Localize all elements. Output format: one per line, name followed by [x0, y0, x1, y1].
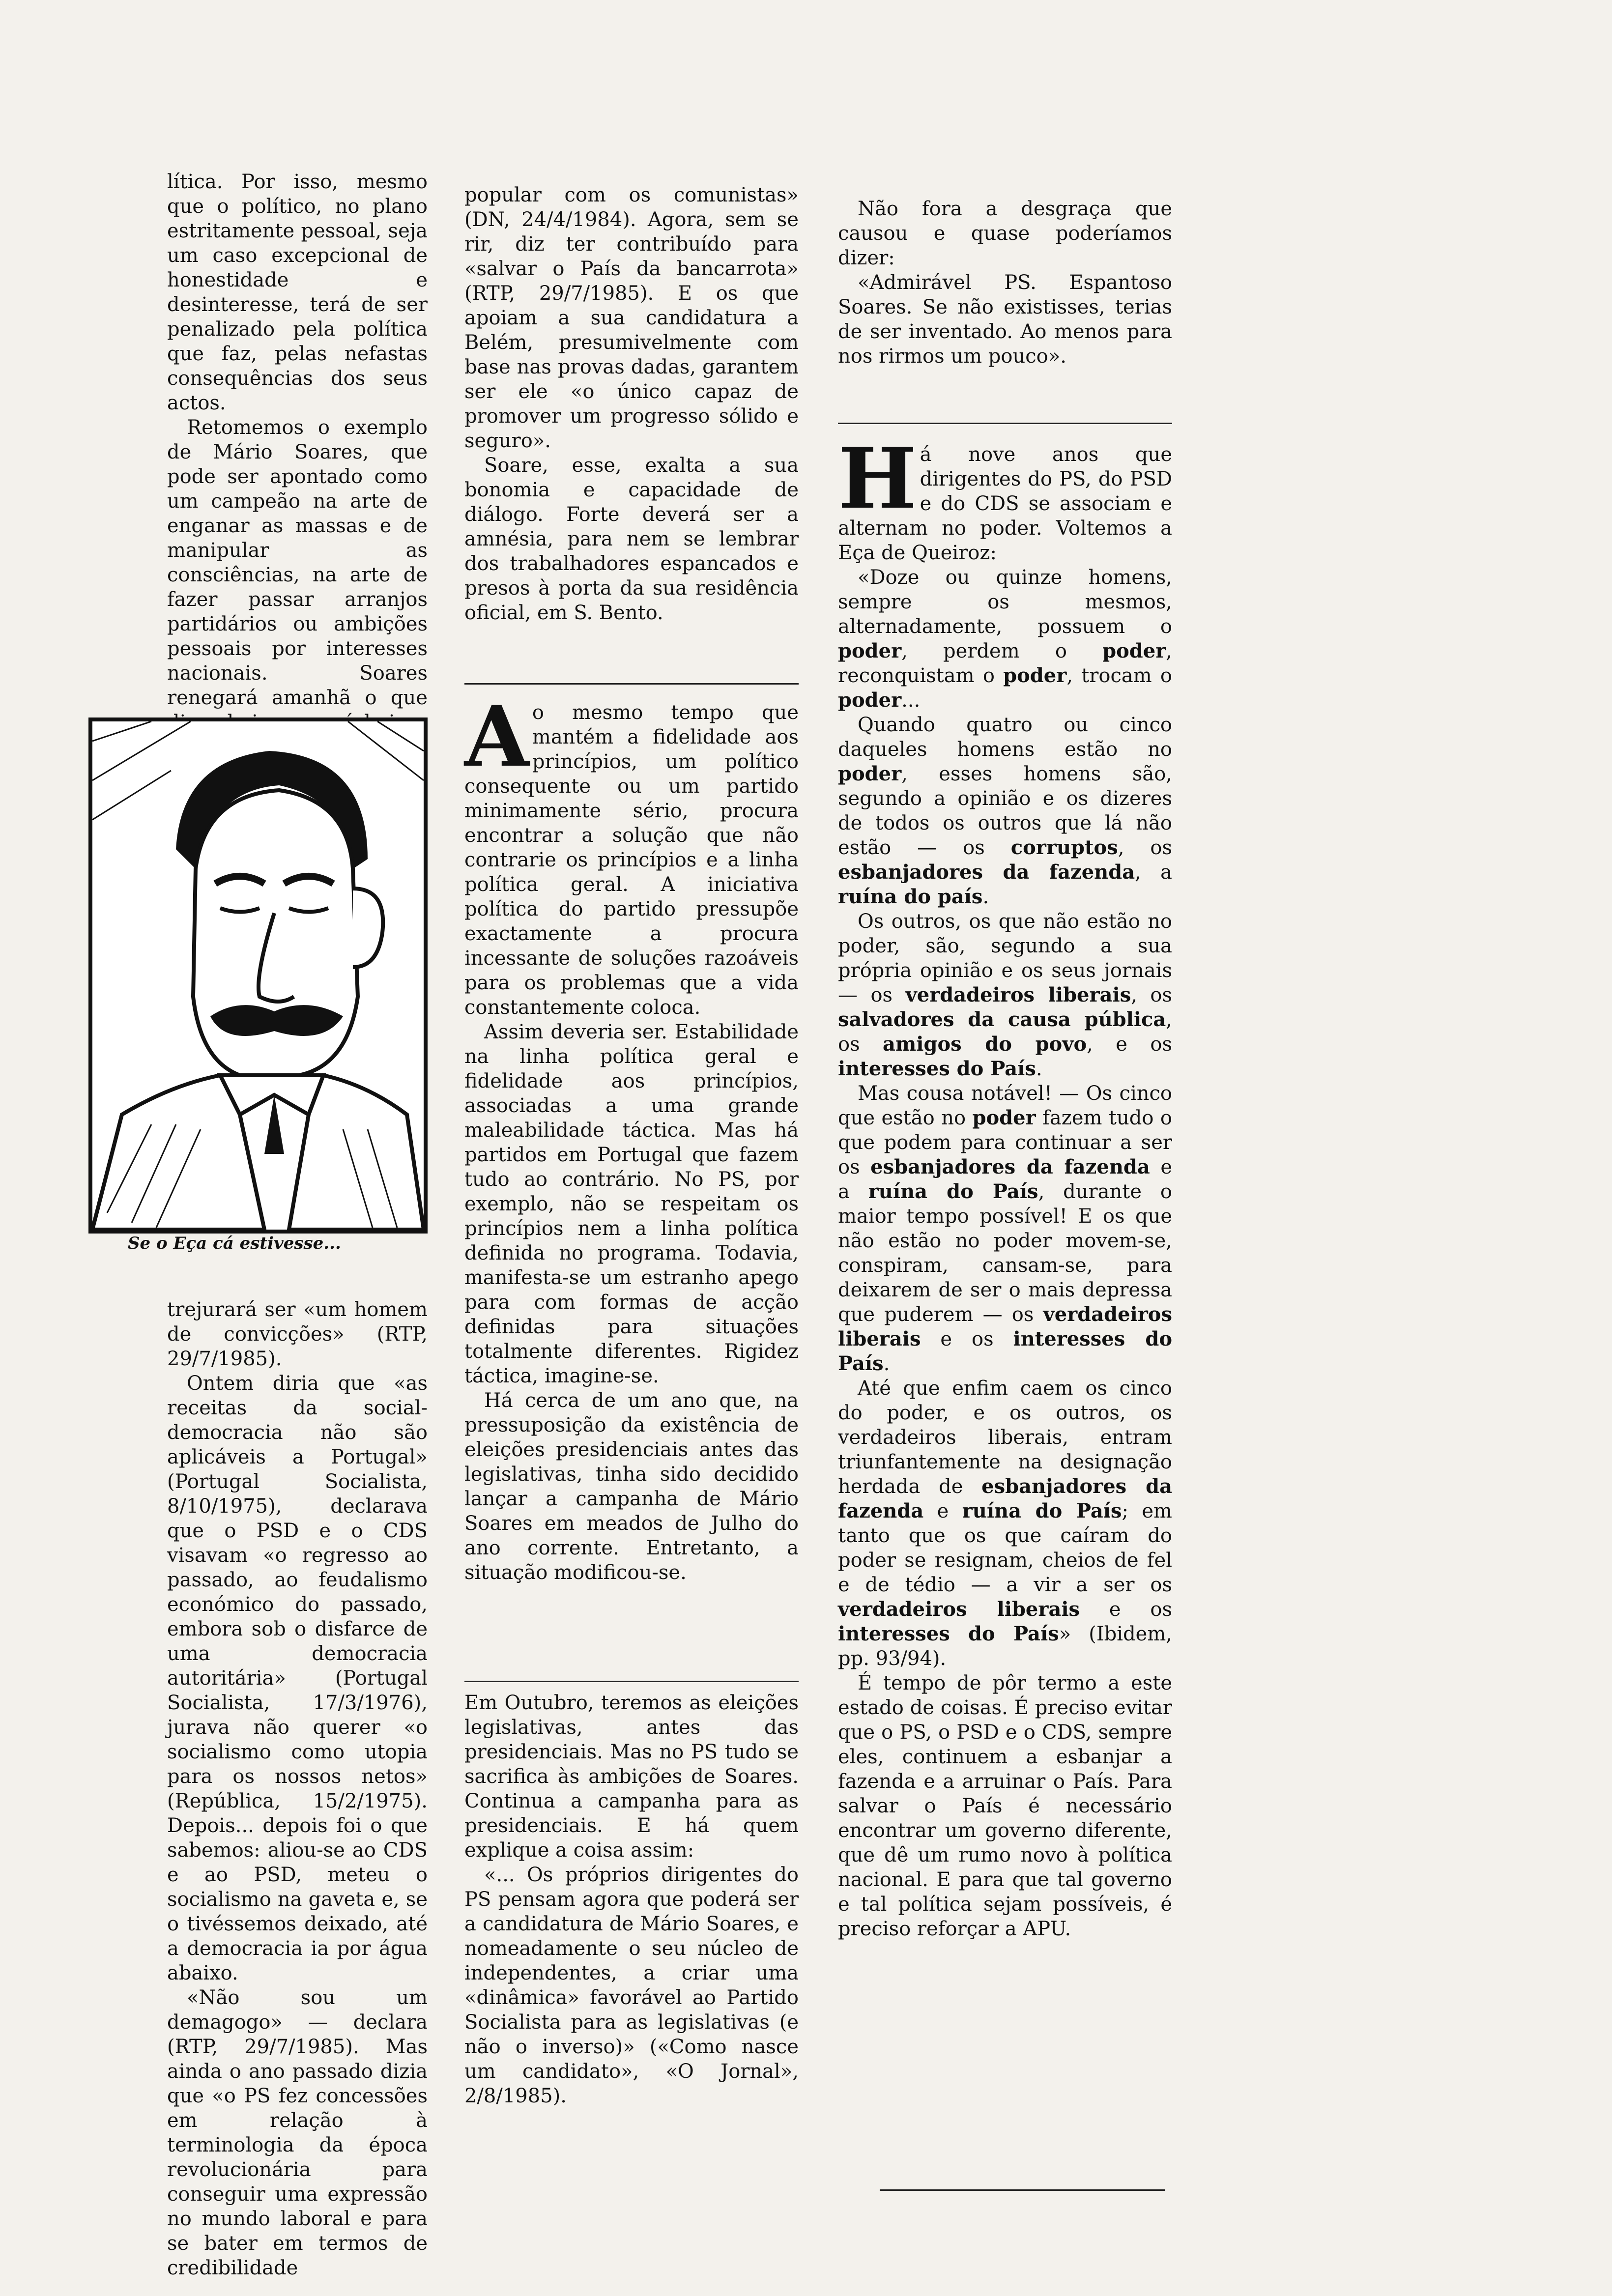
section-divider	[838, 423, 1172, 424]
paragraph: «Doze ou quinze homens, sempre os mesmos, alternadamente, possuem o poder, perdem o poder, reconquistam o poder, trocam o poder...	[838, 566, 1173, 712]
drop-cap: H	[838, 430, 917, 528]
paragraph: Há nove anos que dirigentes do PS, do PSD e do CDS se associam e alternam no poder. Voltemos a Eça de Queiroz:	[838, 430, 1172, 564]
paragraph: Os outros, os que não estão no poder, são, segundo a sua própria opinião e os seus jornais — os verdadeiros liberais, os salvadores da causa pública, os amigos do povo, e os interesses do País.	[838, 910, 1173, 1080]
paragraph: É tempo de pôr termo a este estado de coisas. É preciso evitar que o PS, o PSD e o CDS, sempre eles, continuem a esbanjar a fazenda e a arruinar o País. Para salvar o País é necessário encontrar um governo diferente, que dê um rumo novo à política nacional. E para que tal governo e tal política sejam possíveis, é preciso reforçar a APU.	[838, 1672, 1172, 1940]
paragraph: Há cerca de um ano que, na pressuposição da existência de eleições presidenciais antes das legislativas, tinha sido decidido lançar a campanha de Mário Soares em meados de Julho do ano corrente. Entretanto, a situação modificou-se.	[464, 1389, 799, 1584]
drop-cap: A	[464, 688, 529, 786]
paragraph: Não fora a desgraça que causou e quase poderíamos dizer:	[838, 198, 1172, 269]
caricature-drawing	[92, 721, 424, 1230]
paragraph: popular com os comunistas» (DN, 24/4/1984). Agora, sem se rir, diz ter contribuído para «salvar o País da bancarrota» (RTP, 29/7/1985). E os que apoiam a sua candidatura a Belém, presumivelmente com base nas provas dadas, garantem ser ele «o único capaz de promover um progresso sólido e seguro».	[464, 184, 799, 452]
paragraph: lítica. Por isso, mesmo que o político, no plano estritamente pessoal, seja um caso excepcional de honestidade e desinteresse, terá de ser penalizado pela política que faz, pelas nefastas consequências dos seus actos.	[167, 171, 428, 414]
column-3-bottom	[838, 430, 1173, 1941]
paragraph: Mas cousa notável! — Os cinco que estão no poder fazem tudo o que podem para continuar a ser os esbanjadores da fazenda e a ruína do País, durante o maior tempo possível! E os que não estão no poder movem-se, conspiram, cansam-se, para deixarem de ser o mais depressa que puderem — os verdadeiros liberais e os interesses do País.	[838, 1082, 1173, 1375]
cartoon-caption: Se o Eça cá estivesse...	[128, 1234, 341, 1253]
paragraph: Retomemos o exemplo de Mário Soares, que pode ser apontado como um campeão na arte de enganar as massas e de manipular as consciências, na arte de fazer passar arranjos partidários ou ambições pessoais por interesses nacionais. Soares renegará amanhã o que	[167, 416, 428, 709]
section-divider	[464, 683, 799, 685]
section-divider	[464, 1681, 799, 1682]
column-1-top	[167, 170, 428, 784]
column-1-bottom	[167, 1297, 428, 2280]
paragraph: Em Outubro, teremos as eleições legislativas, antes das presidenciais. Mas no PS tudo se sacrifica às ambições de Soares. Continua a campanha para as presidenciais. E há quem explique a coisa assim:	[464, 1692, 799, 1862]
paragraph: Ontem diria que «as receitas da social-democracia não são aplicáveis a Portugal» (Portugal Socialista, 8/10/1975), declarava que o PSD e o CDS visavam «o regresso ao passado, ao feudalismo económico do passado, embora sob o disfarce de uma democracia autoritária» (Portugal Socialista, 17/3/1976), jurava não querer «o socialismo como utopia para os nossos netos» (República, 15/2/1975). Depois... depois foi o que sabemos: aliou-se ao CDS e ao PSD, meteu o socialismo na gaveta e, se o tivéssemos deixado, até a democracia ia por água abaixo.	[167, 1372, 428, 1984]
paragraph: Assim deveria ser. Estabilidade na linha política geral e fidelidade aos princípios, associadas a uma grande maleabilidade táctica. Mas há partidos em Portugal que fazem tudo ao contrário. No PS, por exemplo, não se respeitam os princípios nem a linha política definida no programa. Todavia, manifesta-se um estranho apego para com formas de acção definidas para situações totalmente diferentes. Rigidez táctica, imagine-se.	[464, 1021, 799, 1387]
cartoon-illustration	[88, 718, 428, 1234]
column-2-bottom	[464, 1691, 799, 2108]
column-2-top	[464, 183, 799, 625]
paragraph: «Não sou um demagogo» — declara (RTP, 29/7/1985). Mas ainda o ano passado dizia que «o PS fez concessões em relação à terminologia da época revolucionária para conseguir uma expressão no mundo laboral e para se bater em termos de credibilidade	[167, 1986, 428, 2279]
column-3-top	[838, 197, 1172, 369]
paragraph: Ao mesmo tempo que mantém a fidelidade aos princípios, um político consequente ou um partido minimamente sério, procura encontrar a solução que não contrarie os princípios e a linha política geral. A iniciativa política do partido pressupõe exactamente a procura incessante de soluções razoáveis para os problemas que a vida constantemente coloca.	[464, 688, 799, 1019]
paragraph: Soare, esse, exalta a sua bonomia e capacidade de diálogo. Forte deverá ser a amnésia, para nem se lembrar dos trabalhadores espancados e presos à porta da sua residência oficial, em S. Bento.	[464, 454, 799, 624]
column-2-middle	[464, 688, 799, 1585]
paragraph: trejurará ser «um homem de convicções» (RTP, 29/7/1985).	[167, 1298, 428, 1370]
paragraph: «... Os próprios dirigentes do PS pensam agora que poderá ser a candidatura de Mário Soares, e nomeadamente o seu núcleo de independentes, a criar uma «dinâmica» favorável ao Partido Socialista para as legislativas (e não o inverso)» («Como nasce um candidato», «O Jornal», 2/8/1985).	[464, 1864, 799, 2107]
end-rule	[880, 2189, 1165, 2191]
paragraph: Quando quatro ou cinco daqueles homens estão no poder, esses homens são, segundo a opinião e os dizeres de todos os outros que lá não estão — os corruptos, os esbanjadores da fazenda, a ruína do país.	[838, 714, 1173, 908]
paragraph: Até que enfim caem os cinco do poder, e os outros, os verdadeiros liberais, entram triunfantemente na designação herdada de esbanjadores da fazenda e ruína do País; em tanto que os que caíram do poder se resignam, cheios de fel e de tédio — a vir a ser os verdadeiros liberais e os interesses do País» (Ibidem, pp. 93/94).	[838, 1377, 1173, 1670]
paragraph: «Admirável PS. Espantoso Soares. Se não existisses, terias de ser inventado. Ao menos para nos rirmos um pouco».	[838, 271, 1172, 368]
